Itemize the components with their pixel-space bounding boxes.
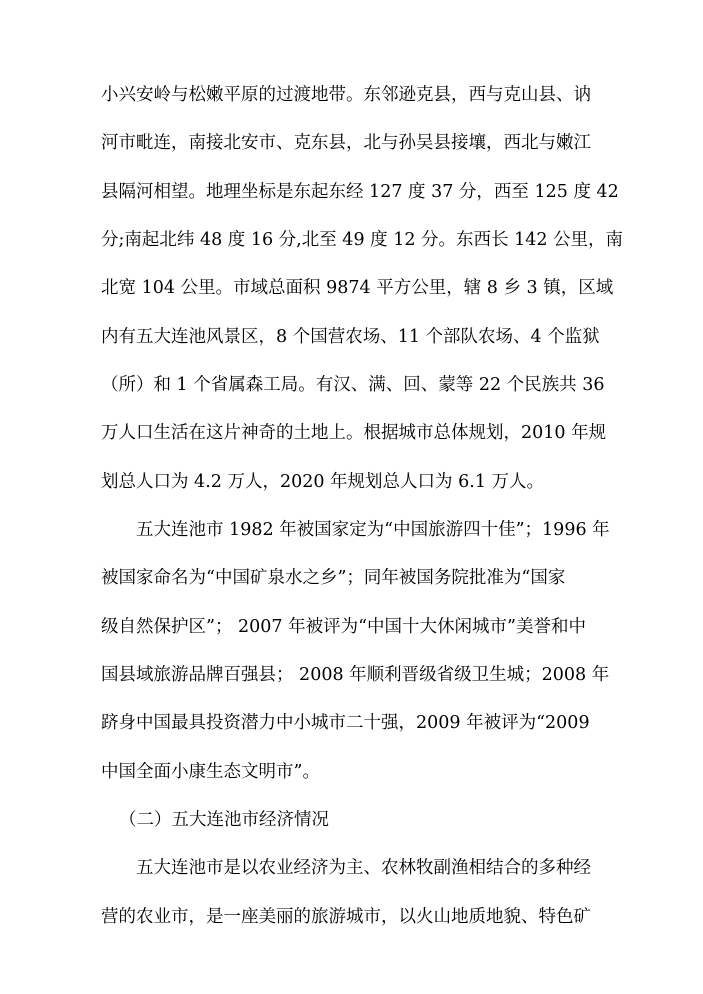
text-line: 五大连池市 1982 年被国家定为“中国旅游四十佳”；1996 年: [136, 520, 610, 540]
text-line: 中国全面小康生态文明市”。: [101, 762, 320, 782]
text-line: 五大连池市是以农业经济为主、农林牧副渔相结合的多种经: [136, 858, 591, 878]
text-line: 被国家命名为“中国矿泉水之乡”；同年被国务院批准为“国家: [101, 568, 566, 588]
text-line: 北宽 104 公里。市域总面积 9874 平方公里，辖 8 乡 3 镇，区域: [101, 278, 614, 298]
text-line: 县隔河相望。地理坐标是东起东经 127 度 37 分，西至 125 度 42: [101, 182, 619, 202]
text-line: 分;南起北纬 48 度 16 分,北至 49 度 12 分。东西长 142 公里，南: [101, 230, 624, 250]
text-line: 划总人口为 4.2 万人，2020 年规划总人口为 6.1 万人。: [101, 472, 545, 492]
text-line: 营的农业市，是一座美丽的旅游城市，以火山地质地貌、特色矿: [101, 907, 591, 927]
text-line: 万人口生活在这片神奇的土地上。根据城市总体规划，2010 年规: [101, 423, 607, 443]
text-line: 跻身中国最具投资潜力中小城市二十强，2009 年被评为“2009: [101, 713, 590, 733]
text-line: 小兴安岭与松嫩平原的过渡地带。东邻逊克县，西与克山县、讷: [101, 85, 591, 105]
text-line: 级自然保护区”； 2007 年被评为“中国十大休闲城市”美誉和中: [101, 617, 586, 637]
section-heading: （二）五大连池市经济情况: [119, 810, 329, 830]
text-line: 河市毗连，南接北安市、克东县，北与孙吴县接壤，西北与嫩江: [101, 133, 591, 153]
text-line: （所）和 1 个省属森工局。有汉、满、回、蒙等 22 个民族共 36: [101, 375, 605, 395]
text-line: 内有五大连池风景区，8 个国营农场、11 个部队农场、4 个监狱: [101, 327, 600, 347]
text-line: 国县域旅游品牌百强县； 2008 年顺利晋级省级卫生城；2008 年: [101, 665, 610, 685]
